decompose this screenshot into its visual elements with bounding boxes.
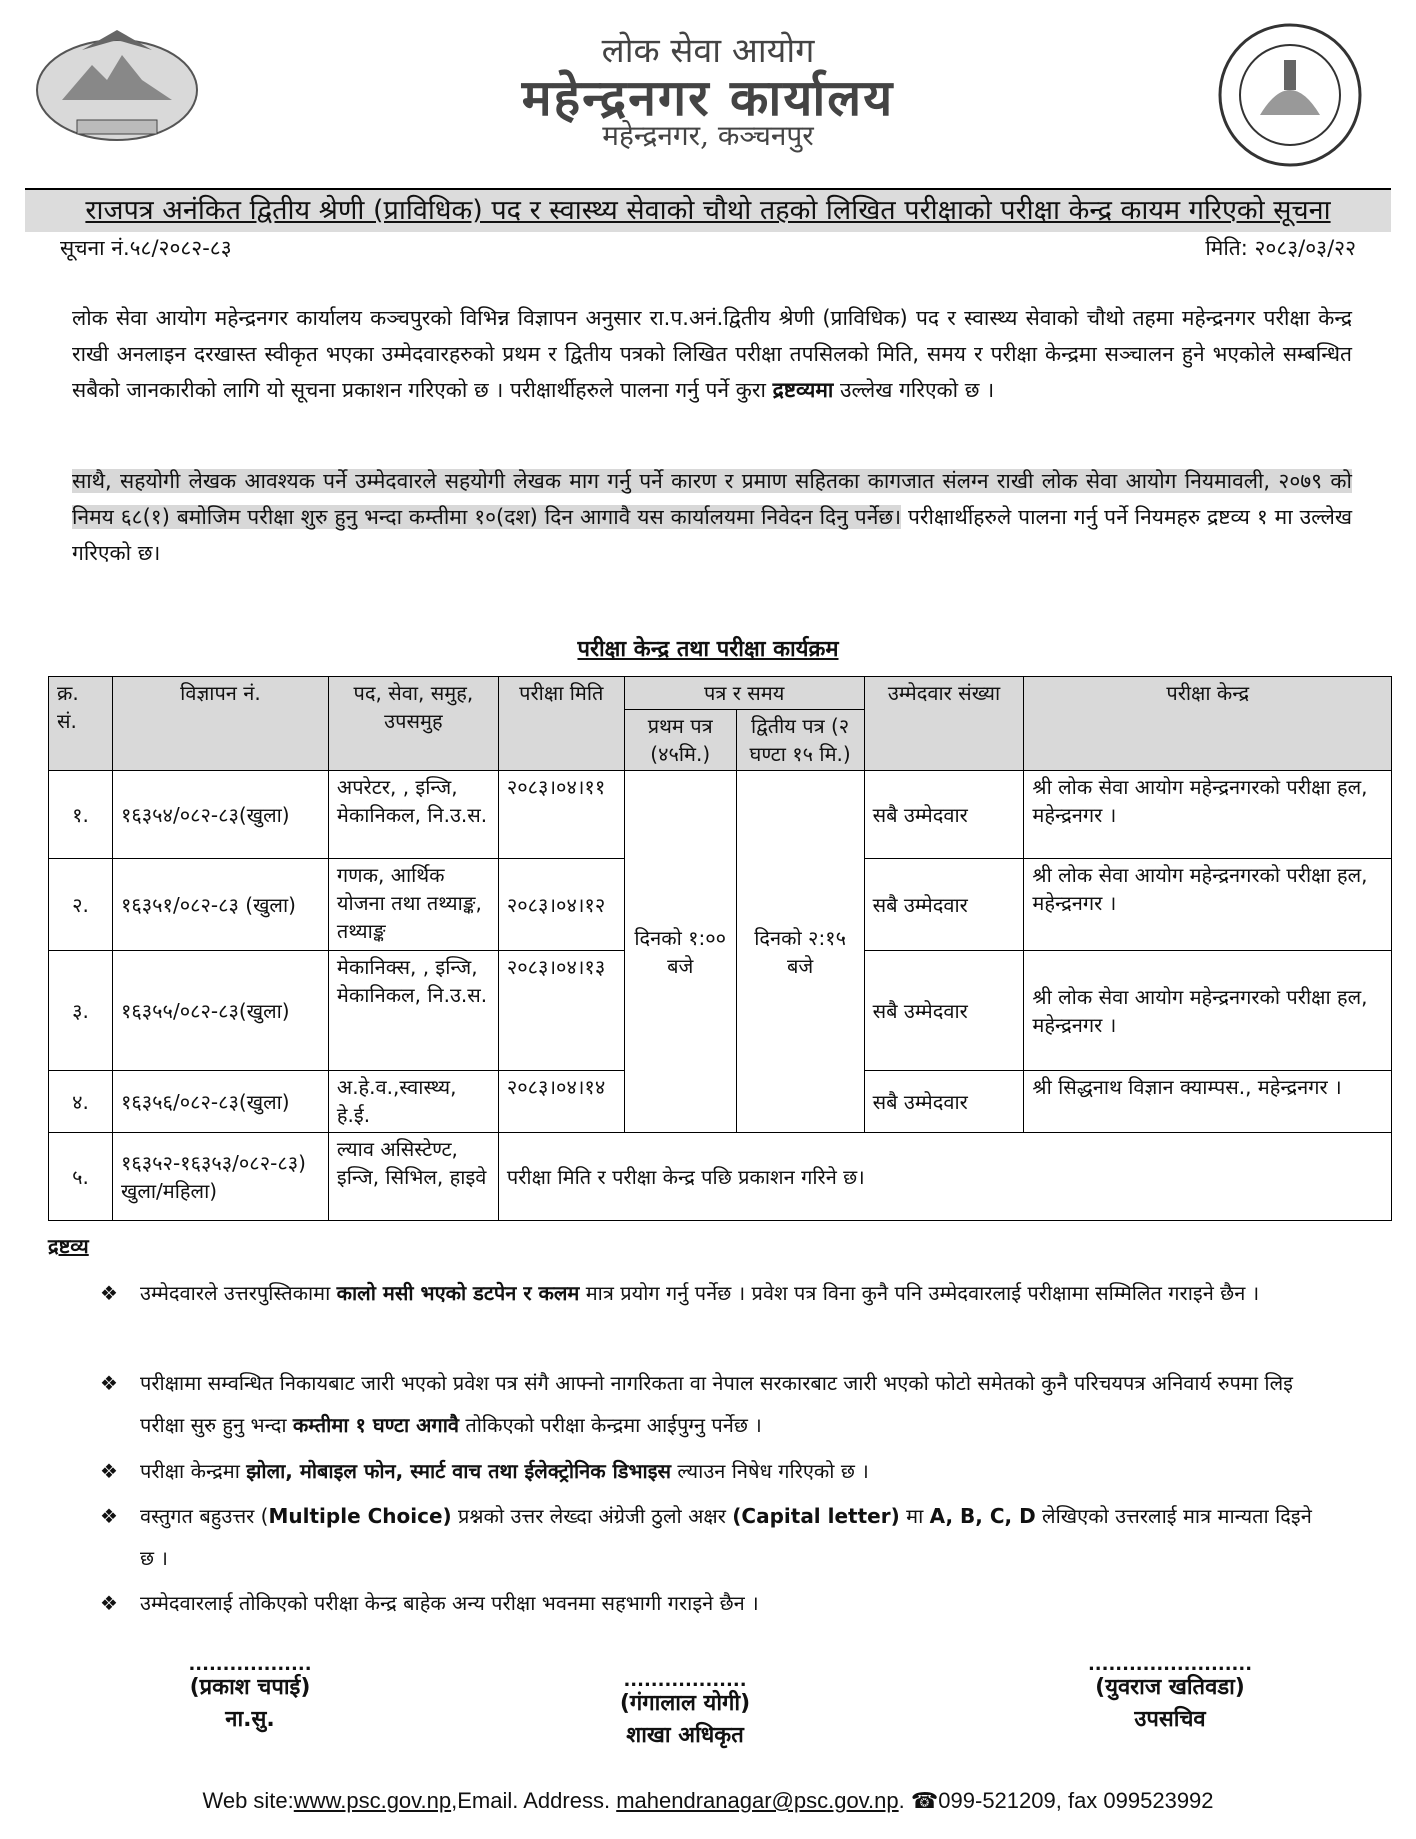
highlighted-text: साथै, सहयोगी लेखक आवश्यक पर्ने उम्मेदवारले सहयोगी लेखक माग गर्नु पर्ने कारण र प्रमाण सहितका कागजात संलग्न राखी लोक सेवा आयोग नियमावली, २०७९ को निमय ६८(१) बमोजिम परीक्षा शुरु हुनु भन्दा कम्तीमा १०(दश) दिन आगावै यस कार्यालयमा निवेदन दिनु पर्नेछ। <box>72 469 1352 529</box>
contact-numbers: 099-521209, fax 099523992 <box>938 1788 1214 1813</box>
remark-text: लेखिएको उत्तरलाई मात्र मान्यता दिइने छ । <box>140 1504 1312 1570</box>
cell-center: श्री लोक सेवा आयोग महेन्द्रनगरको परीक्षा हल, महेन्द्रनगर । <box>1024 859 1392 951</box>
cell-sn: ४. <box>49 1071 113 1133</box>
cell-ad-no: १६३५१/०८२-८३ (खुला) <box>112 859 328 951</box>
cell-date: २०८३।०४।१४ <box>498 1071 624 1133</box>
cell-candidates: सबै उम्मेदवार <box>864 771 1024 859</box>
cell-date: २०८३।०४।११ <box>498 771 624 859</box>
intro-bold: द्रष्टव्यमा <box>772 378 834 402</box>
remark-bold: Multiple Choice) <box>268 1504 452 1528</box>
cell-sn: १. <box>49 771 113 859</box>
signatory-title: शाखा अधिकृत <box>626 1723 744 1748</box>
table-row <box>49 771 1392 859</box>
bullet-icon: ❖ <box>100 1281 118 1305</box>
cell-candidates: सबै उम्मेदवार <box>864 951 1024 1071</box>
signature-line: .................. <box>623 1670 747 1691</box>
cell-second-time: दिनको २:१५ बजे <box>736 771 864 1133</box>
cell-candidates: सबै उम्मेदवार <box>864 859 1024 951</box>
remark-item <box>100 1272 1330 1314</box>
bullet-icon: ❖ <box>100 1371 118 1395</box>
signatory-name: (गंगालाल योगी) <box>619 1691 751 1716</box>
email-link[interactable]: mahendranagar@psc.gov.np <box>616 1788 899 1813</box>
intro-paragraph <box>72 300 1352 408</box>
remark-text: मा <box>899 1504 930 1528</box>
psc-seal-icon <box>1200 20 1380 170</box>
remark-text: उम्मेदवारलाई तोकिएको परीक्षा केन्द्र बाहेक अन्य परीक्षा भवनमा सहभागी गराइने छैन । <box>140 1591 759 1615</box>
signature-line: .................. <box>188 1654 312 1675</box>
cell-post: गणक, आर्थिक योजना तथा तथ्याङ्क, तथ्याङ्क <box>328 859 498 951</box>
cell-ad-no: १६३५५/०८२-८३(खुला) <box>112 951 328 1071</box>
cell-sn: ३. <box>49 951 113 1071</box>
cell-center: श्री लोक सेवा आयोग महेन्द्रनगरको परीक्षा हल, महेन्द्रनगर । <box>1024 951 1392 1071</box>
remark-text: मात्र प्रयोग गर्नु पर्नेछ । प्रवेश पत्र विना कुनै पनि उम्मेदवारलाई परीक्षामा सम्मिलित गराइने छैन । <box>579 1281 1260 1305</box>
schedule-title: परीक्षा केन्द्र तथा परीक्षा कार्यक्रम <box>577 637 839 662</box>
remark-text: वस्तुगत बहुउत्तर ( <box>140 1504 269 1528</box>
footer: Web site:www.psc.gov.np,Email. Address. mahendranagar@psc.gov.np. ☎099-521209, fax 099523992 <box>202 1788 1214 1813</box>
cell-date: २०८३।०४।१२ <box>498 859 624 951</box>
cell-date: २०८३।०४।१३ <box>498 951 624 1071</box>
signatory-title: उपसचिव <box>1134 1707 1206 1732</box>
signatory-name: (प्रकाश चपाई) <box>189 1675 311 1700</box>
header-post: पद, सेवा, समुह, उपसमुह <box>328 677 498 771</box>
cell-post: ल्याव असिस्टेण्ट, इन्जि, सिभिल, हाइवे <box>328 1133 498 1221</box>
cell-post: अ.हे.व.,स्वास्थ्य, हे.ई. <box>328 1071 498 1133</box>
bullet-icon: ❖ <box>100 1504 118 1528</box>
bullet-icon: ❖ <box>100 1459 118 1483</box>
cell-sn: ५. <box>49 1133 113 1221</box>
header-first-paper: प्रथम पत्र (४५मि.) <box>624 710 736 771</box>
email-label: ,Email. Address. <box>451 1788 617 1813</box>
remark-bold: झोला, मोबाइल फोन, स्मार्ट वाच तथा ईलेक्ट्रोनिक डिभाइस <box>246 1459 672 1483</box>
header-sn: क्र. सं. <box>49 677 113 771</box>
cell-center: श्री सिद्धनाथ विज्ञान क्याम्पस., महेन्द्रनगर । <box>1024 1071 1392 1133</box>
header-ad-no: विज्ञापन नं. <box>112 677 328 771</box>
signatory-name: (युवराज खतिवडा) <box>1095 1675 1245 1700</box>
intro-text: लोक सेवा आयोग महेन्द्रनगर कार्यालय कञ्चपुरको विभिन्न विज्ञापन अनुसार रा.प.अनं.द्वितीय श्रेणी (प्राविधिक) पद र स्वास्थ्य सेवाको चौथो तहमा महेन्द्रनगर परीक्षा केन्द्र राखी अनलाइन दरखास्त स्वीकृत भएका उम्मेदवारहरुको प्रथम र द्वितीय पत्रको लिखित परीक्षा तपसिलको मिति, समय र परीक्षा केन्द्रमा सञ्चालन हुने भएकोले सम्बन्धित सबैको जानकारीको लागि यो सूचना प्रकाशन गरिएको छ । परीक्षार्थीहरुले पालना गर्नु पर्ने कुरा <box>72 306 1352 402</box>
header-center: परीक्षा केन्द्र <box>1024 677 1392 771</box>
cell-post: अपरेटर, , इन्जि, मेकानिकल, नि.उ.स. <box>328 771 498 859</box>
signature-block <box>1050 1654 1290 1736</box>
bullet-icon: ❖ <box>100 1591 118 1615</box>
commission-name: लोक सेवा आयोग <box>601 31 815 71</box>
office-name: महेन्द्रनगर कार्यालय <box>521 68 895 127</box>
intro-text-end: उल्लेख गरिएको छ । <box>833 378 995 402</box>
cell-ad-no: १६३५४/०८२-८३(खुला) <box>112 771 328 859</box>
paragraph-rest: परीक्षार्थीहरुले पालना गर्नु पर्ने नियमहरु द्रष्टव्य १ मा उल्लेख गरिएको छ। <box>72 505 1352 565</box>
remark-text: परीक्षामा सम्वन्धित निकायबाट जारी भएको प्रवेश पत्र संगै आफ्नो नागरिकता वा नेपाल सरकारबाट जारी भएको फोटो समेतको कुनै परिचयपत्र अनिवार्य रुपमा लिइ परीक्षा सुरु हुनु भन्दा <box>140 1371 1293 1437</box>
cell-sn: २. <box>49 859 113 951</box>
header-candidates: उम्मेदवार संख्या <box>864 677 1024 771</box>
header-second-paper: द्वितीय पत्र (२ घण्टा १५ मि.) <box>736 710 864 771</box>
assistant-writer-paragraph <box>72 463 1352 571</box>
header-exam-date: परीक्षा मिति <box>498 677 624 771</box>
signature-line: ........................ <box>1087 1654 1253 1675</box>
phone-icon: ☎ <box>910 1788 939 1813</box>
cell-ad-no: १६३५२-१६३५३/०८२-८३) खुला/महिला) <box>112 1133 328 1221</box>
signature-block <box>560 1670 810 1752</box>
cell-ad-no: १६३५६/०८२-८३(खुला) <box>112 1071 328 1133</box>
cell-note: परीक्षा मिति र परीक्षा केन्द्र पछि प्रकाशन गरिने छ। <box>498 1133 1391 1221</box>
cell-post: मेकानिक्स, , इन्जि, मेकानिकल, नि.उ.स. <box>328 951 498 1071</box>
header-paper-time: पत्र र समय <box>624 677 864 710</box>
remark-text: प्रश्नको उत्तर लेख्दा अंग्रेजी ठुलो अक्षर <box>451 1504 733 1528</box>
website-link[interactable]: www.psc.gov.np <box>293 1788 452 1813</box>
remark-bold: (Capital letter) <box>732 1504 900 1528</box>
notice-date: मिति: २०८३/०३/२२ <box>1205 236 1356 260</box>
notice-number: सूचना नं.५८/२०८२-८३ <box>60 236 232 260</box>
schedule-table <box>48 676 1392 1221</box>
remark-text: ल्याउन निषेध गरिएको छ । <box>671 1459 869 1483</box>
signatory-title: ना.सु. <box>225 1707 275 1732</box>
remark-bold: कम्तीमा १ घण्टा अगावै <box>292 1413 459 1437</box>
remarks-heading: द्रष्टव्य <box>48 1234 89 1258</box>
cell-center: श्री लोक सेवा आयोग महेन्द्रनगरको परीक्षा हल, महेन्द्रनगर । <box>1024 771 1392 859</box>
office-location: महेन्द्रनगर, कञ्चनपुर <box>602 119 814 152</box>
remark-item <box>100 1582 1330 1624</box>
remark-bold: A, B, C, D <box>929 1504 1036 1528</box>
table-row <box>49 1133 1392 1221</box>
remark-text: परीक्षा केन्द्रमा <box>140 1459 247 1483</box>
remark-item <box>100 1495 1330 1579</box>
remark-text: तोकिएको परीक्षा केन्द्रमा आईपुग्नु पर्नेछ । <box>459 1413 762 1437</box>
nepal-government-emblem <box>22 20 212 150</box>
cell-first-time: दिनको १:०० बजे <box>624 771 736 1133</box>
website-label: Web site: <box>202 1788 294 1813</box>
cell-candidates: सबै उम्मेदवार <box>864 1071 1024 1133</box>
remark-bold: कालो मसी भएको डटपेन र कलम <box>336 1281 580 1305</box>
remark-item <box>100 1362 1330 1446</box>
remark-text: उम्मेदवारले उत्तरपुस्तिकामा <box>140 1281 337 1305</box>
remark-item <box>100 1450 1330 1492</box>
signature-block <box>150 1654 350 1736</box>
notice-title: राजपत्र अनंकित द्वितीय श्रेणी (प्राविधिक) पद र स्वास्थ्य सेवाको चौथो तहको लिखित परीक्षाको परीक्षा केन्द्र कायम गरिएको सूचना <box>25 188 1391 232</box>
